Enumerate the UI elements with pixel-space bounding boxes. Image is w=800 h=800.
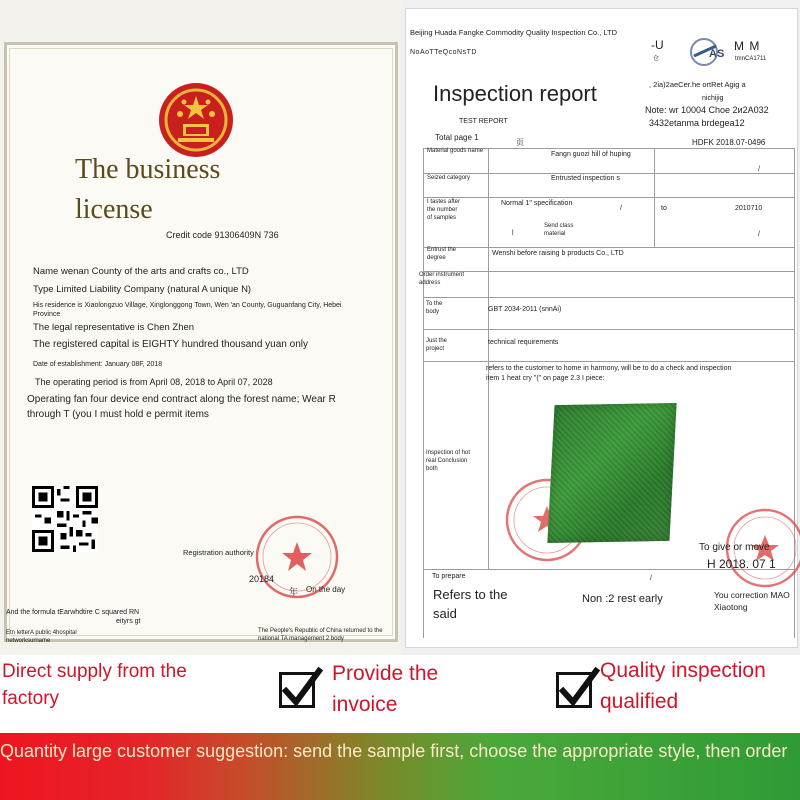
inspection-company-sub: NoAoTTeQcoNsTD (410, 49, 477, 56)
national-emblem-icon (156, 80, 236, 160)
registration-year: 20184 (249, 574, 275, 584)
logo-mark-as: AS (709, 48, 725, 60)
features-strip (0, 655, 800, 733)
slash-mark: / (620, 205, 622, 212)
license-title-line-1: The business (75, 154, 221, 185)
slash-mark-2: / (758, 231, 760, 238)
conclusion-label: Inspection of hot real Conclusion both (426, 450, 471, 472)
give-or-move-label: To give or move (699, 542, 770, 553)
body-value: GBT 2034-2011 (snnAi) (488, 306, 562, 313)
logo-mark-left-sub: 仓 (653, 56, 660, 62)
prepare-label: To prepare (432, 573, 466, 580)
company-type: Type Limited Liability Company (natural A unique N) (33, 284, 252, 295)
inspection-report-document (402, 0, 800, 655)
formula-note-2: eityrs gt (116, 618, 141, 625)
total-page-mark: 页 (516, 138, 524, 147)
legal-representative: The legal representative is Chen Zhen (33, 322, 195, 333)
report-note-1: Note: wr 10004 Choe 2и2A032 (645, 105, 769, 115)
business-scope: Operating fan four device end contract along the forest name; Wear R through T (you I must hold e permit items (27, 394, 336, 420)
slash-mark-3: / (650, 575, 652, 582)
l-mark: l (512, 230, 514, 237)
logo-mark-code: tmnCA1711 (735, 56, 767, 62)
table-border-left (423, 148, 424, 638)
send-class-material: Send class material (544, 223, 574, 237)
registered-capital: The registered capital is EIGHTY hundred thousand yuan only (33, 339, 308, 350)
certification-line-2: nichijig (702, 95, 724, 102)
report-paper (405, 8, 798, 648)
order-address-label: Order instrument address (419, 272, 465, 286)
feature-direct-supply: Direct supply from the factory (2, 661, 187, 709)
report-note-2: 3432etanma brdegea12 (649, 118, 745, 128)
project-value: technical requirements (488, 339, 559, 346)
report-subtitle: TEST REPORT (459, 118, 508, 125)
non-rest-early: Non :2 rest early (582, 593, 663, 605)
project-label: Just the project (426, 338, 448, 352)
seized-value: Entrusted inspection s (551, 175, 620, 182)
table-row-line (423, 329, 795, 330)
business-license-document (0, 0, 402, 655)
license-footer-left: Etn letterA public 4hospital networksurname (6, 630, 77, 644)
to-label: to (661, 205, 667, 212)
material-label: Material goods name (427, 148, 484, 154)
table-row-line (423, 297, 795, 298)
inspection-company-name: Beijing Huada Fangke Commodity Quality Inspection Co., LTD (410, 28, 618, 37)
table-col-line (488, 148, 489, 569)
material-value: Fangn guozi hill of huping (551, 151, 631, 158)
registration-authority-label: Registration authority (183, 548, 254, 557)
seized-label: Seized category (427, 175, 471, 181)
date-value: 2010710 (735, 205, 763, 212)
qr-code-icon (32, 486, 98, 552)
certification-line: , 2ia)2aeCer.he ortRet Agig a (649, 80, 746, 89)
normal-specification: Normal 1" specification (501, 200, 573, 207)
feature-invoice: Provide the invoice (332, 662, 439, 716)
body-label: To the body (426, 301, 443, 315)
table-row-line (423, 247, 795, 248)
table-col-line (654, 148, 655, 247)
entrust-label: Entrust the degree (427, 247, 457, 261)
company-residence: His residence is Xiaolongzuo Village, Xinglonggong Town, Wen 'an County, Guguanfang City, Hebei Province (33, 302, 342, 318)
logo-mark-left: -U (651, 38, 664, 52)
give-or-move-date: H 2018. 07 1 (707, 557, 776, 571)
table-row-line (423, 173, 795, 174)
seized-mark: / (758, 166, 760, 173)
on-the-day-label: On the day (306, 585, 346, 594)
artificial-grass-sample-photo (547, 403, 676, 543)
customer-suggestion-banner (0, 733, 800, 800)
credit-code: Credit code 91306409N 736 (166, 230, 279, 240)
license-title-line-2: license (75, 194, 153, 225)
operating-period: The operating period is from April 08, 2018 to April 07, 2028 (35, 377, 273, 387)
refers-to-said: Refers to the said (433, 587, 508, 621)
table-row-line (423, 197, 795, 198)
report-title: Inspection report (433, 81, 597, 106)
checkbox-checked-icon-2 (556, 672, 592, 708)
checkbox-checked-icon (279, 672, 315, 708)
registration-glyph: 年 (289, 587, 299, 597)
license-footer-right: The People's Republic of China returned to the national TA management 2 body (258, 628, 383, 642)
report-number: HDFK 2018.07-0496 (692, 138, 766, 147)
entrust-value: Wenshi before raising b products Co., LTD (492, 250, 624, 257)
company-name: Name wenan County of the arts and crafts co., LTD (33, 266, 249, 277)
samples-label: I tastes after the number of samples (427, 199, 461, 221)
table-row-line (423, 361, 795, 362)
total-page: Total page 1 (435, 133, 479, 142)
logo-mark-mm: M M (734, 39, 761, 53)
feature-quality-inspection: Quality inspection qualified (600, 659, 766, 713)
customer-suggestion-text: Quantity large customer suggestion: send the sample first, choose the appropriate style, then order (0, 741, 788, 761)
formula-note: And the formula tEarwhdtire C squared RN (6, 609, 140, 616)
conclusion-value: refers to the customer to home in harmony, will be to do a check and inspection item 1 heat cry "(" on page 2.3 I piece: (486, 365, 732, 382)
correction-note: You correction MAO Xiaotong (714, 590, 790, 612)
establishment-date: Date of establishment: January 08F, 2018 (33, 361, 163, 368)
